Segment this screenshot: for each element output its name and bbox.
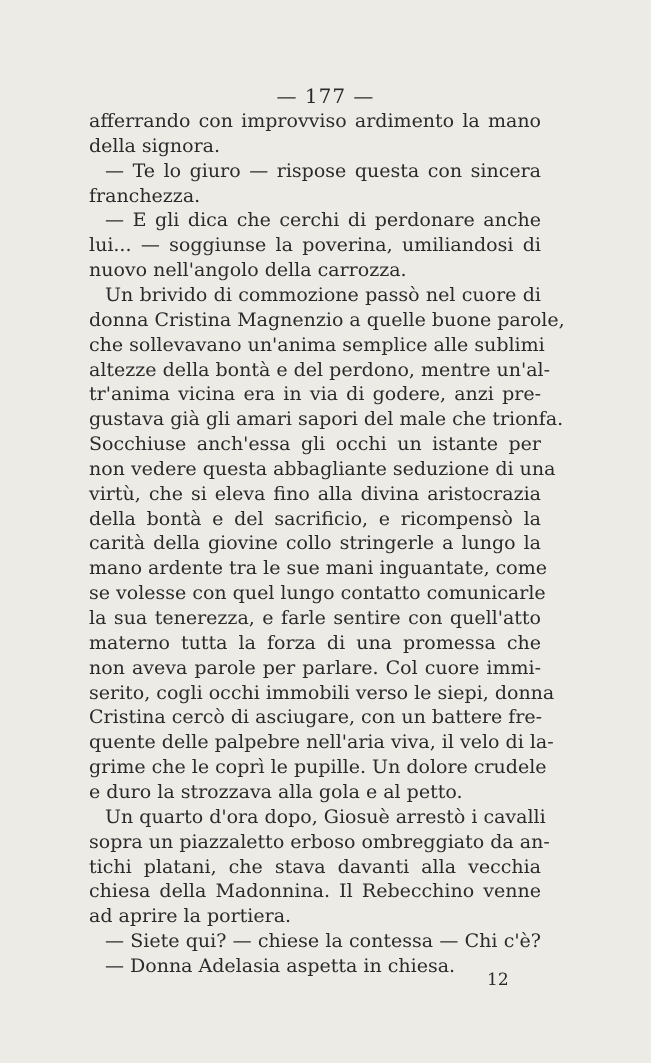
text-line: — Siete qui? — chiese la contessa — Chi c'è? [105,930,541,952]
text-line: — E gli dica che cerchi di perdonare anche [105,209,541,231]
text-line: tichi platani, che stava davanti alla vecchia [89,856,541,878]
text-line: franchezza. [89,185,201,207]
text-line: carità della giovine collo stringerle a lungo la [89,532,541,554]
text-line: la sua tenerezza, e farle sentire con quell'atto [89,607,541,629]
text-line: virtù, che si eleva fino alla divina aristocrazia [89,483,541,505]
text-line: della bontà e del sacrificio, e ricompensò la [89,508,541,530]
text-line: non aveva parole per parlare. Col cuore immi- [89,657,541,679]
text-line: se volesse con quel lungo contatto comunicarle [89,582,546,604]
text-line: nuovo nell'angolo della carrozza. [89,259,407,281]
text-line: tr'anima vicina era in via di godere, anzi pre- [89,383,541,405]
text-line: sopra un piazzaletto erboso ombreggiato da an- [89,831,550,853]
text-line: Cristina cercò di asciugare, con un battere fre- [89,706,543,728]
text-line: Socchiuse anch'essa gli occhi un istante per [89,433,541,455]
text-line: materno tutta la forza di una promessa che [89,632,541,654]
text-line: Un brivido di commozione passò nel cuore di [105,284,541,306]
text-line: afferrando con improvviso ardimento la mano [89,110,541,132]
text-line: gustava già gli amari sapori del male che trionfa. [89,408,564,430]
text-line: — Donna Adelasia aspetta in chiesa. [105,955,456,977]
text-line: serito, cogli occhi immobili verso le siepi, donna [89,682,555,704]
text-line: Un quarto d'ora dopo, Giosuè arrestò i cavalli [105,806,546,828]
page-number: — 177 — [276,84,375,108]
text-line: della signora. [89,135,221,157]
signature-mark: 12 [487,970,509,990]
text-line: quente delle palpebre nell'aria viva, il velo di la- [89,731,554,753]
text-line: che sollevavano un'anima semplice alle sublimi [89,334,545,356]
text-line: donna Cristina Magnenzio a quelle buone parole, [89,309,565,331]
text-line: ad aprire la portiera. [89,905,292,927]
text-line: non vedere questa abbagliante seduzione di una [89,458,556,480]
text-line: lui... — soggiunse la poverina, umiliandosi di [89,234,541,256]
text-line: grime che le coprì le pupille. Un dolore crudele [89,756,547,778]
text-line: altezze della bontà e del perdono, mentre un'al- [89,359,551,381]
text-line: mano ardente tra le sue mani inguantate, come [89,557,547,579]
text-line: chiesa della Madonnina. Il Rebecchino venne [89,880,541,902]
text-line: e duro la strozzava alla gola e al petto. [89,781,463,803]
text-line: — Te lo giuro — rispose questa con sincera [105,160,541,182]
